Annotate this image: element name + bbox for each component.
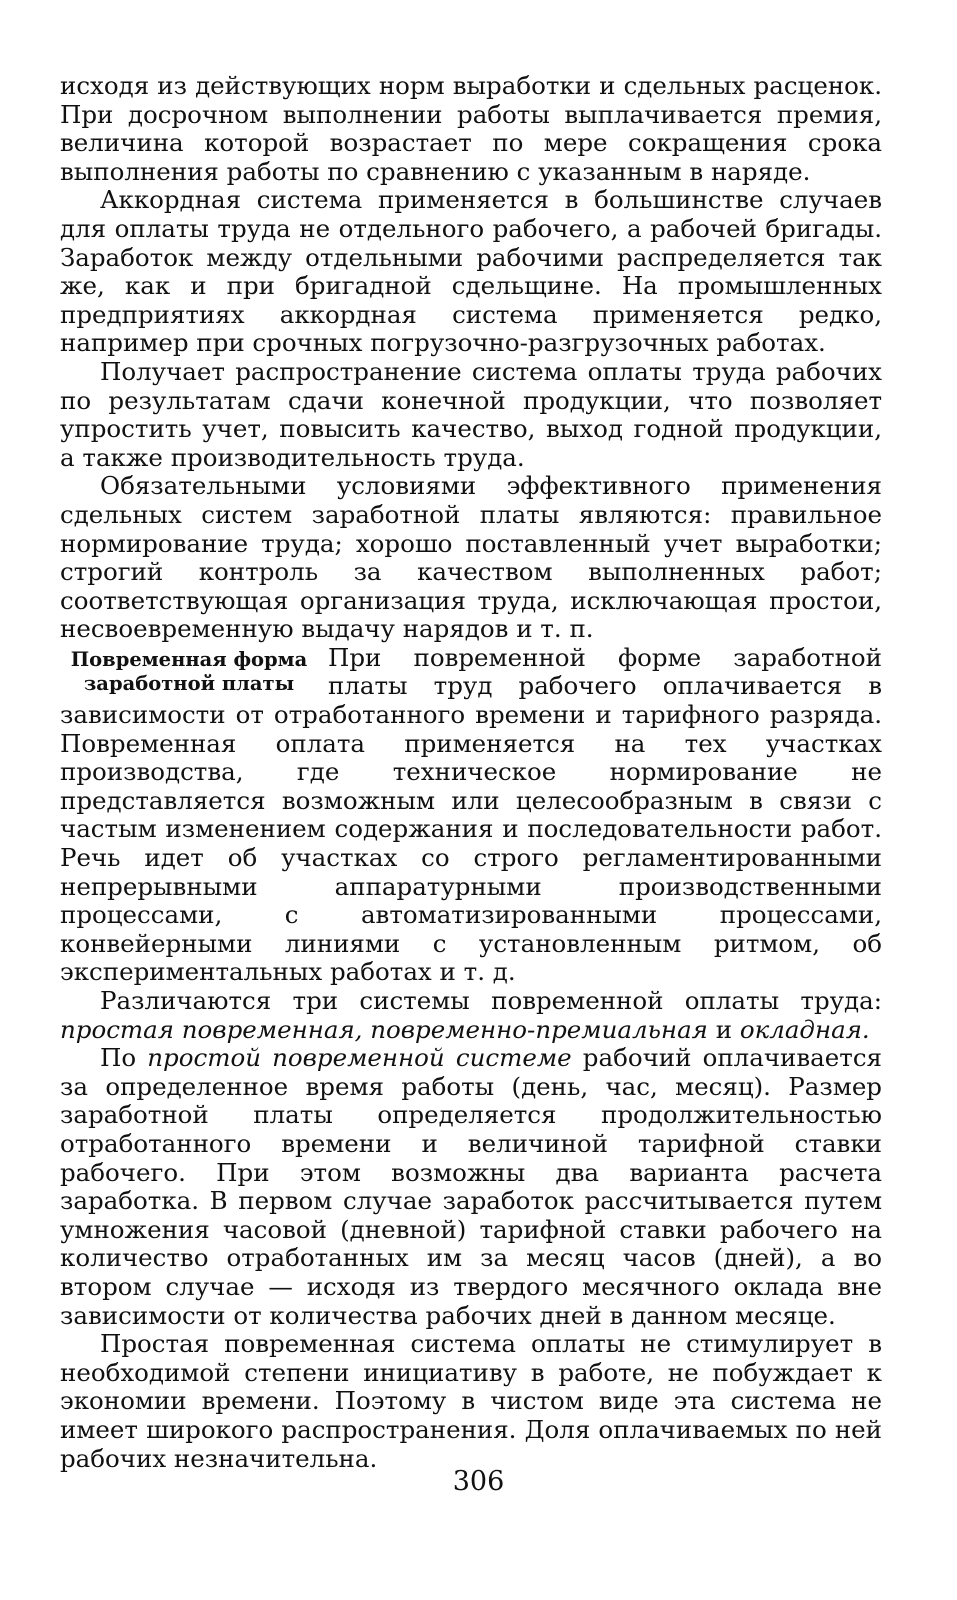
paragraph: При повременной форме заработной платы труд рабочего оплачивается в зависимости от отработанного времени и тарифного разряда. Повременная оплата применяется на тех участках производства, где техническое нормирование не представляется возможным или целесообразным в связи с частым изменением содержания и последовательности работ. Речь идет об участках со строго регламентированными непрерывными аппаратурными производственными процессами, с автоматизированными процессами, конвейерными линиями с установленным ритмом, об экспериментальных работах и т. д. xyxy=(60,643,882,987)
paragraph-text: и xyxy=(715,1014,733,1044)
paragraph-text: рабочий оплачивается за определенное время работы (день, час, месяц). Размер заработной платы определяется продолжительностью отработанного времени и величиной тарифной ставки рабочего. При этом возможны два варианта расчета заработка. В первом случае заработок рассчитывается путем умножения часовой (дневной) тарифной ставки рабочего на количество отработанных им за месяц часов (дней), а во втором случае — исходя из твердого месячного оклада вне зависимости от количества рабочих дней в данном месяце. xyxy=(60,1043,883,1330)
section-heading-line: заработной платы xyxy=(83,671,295,695)
section-heading xyxy=(60,648,318,696)
paragraph-text: По xyxy=(100,1043,137,1073)
paragraph: Обязательными условиями эффективного применения сдельных систем заработной платы являются: правильное нормирование труда; хорошо поставленный учет выработки; строгий контроль за качеством выполненных работ; соответствующая организация труда, исключающая простои, несвоевременную выдачу нарядов и т. п. xyxy=(60,471,882,644)
paragraph xyxy=(60,1044,882,1330)
section-heading-line: Повременная форма xyxy=(70,647,308,671)
emphasis-text: простой повременной системе xyxy=(147,1043,572,1073)
emphasis-text: простая повременная, повременно-премиальная xyxy=(60,1014,708,1044)
page-body xyxy=(60,72,882,1473)
paragraph xyxy=(60,987,882,1044)
paragraph-text: Различаются три системы повременной оплаты труда: xyxy=(100,986,882,1015)
paragraph: Аккордная система применяется в большинстве случаев для оплаты труда не отдельного рабочего, а рабочей бригады. Заработок между отдельными рабочими распределяется так же, как и при бригадной сдельщине. На промышленных предприятиях аккордная система применяется редко, например при срочных погрузочно-разгрузочных работах. xyxy=(60,185,882,358)
paragraph: Простая повременная система оплаты не стимулирует в необходимой степени инициативу в работе, не побуждает к экономии времени. Поэтому в чистом виде эта система не имеет широкого распространения. Доля оплачиваемых по ней рабочих незначительна. xyxy=(60,1329,882,1473)
emphasis-text: окладная. xyxy=(739,1014,870,1044)
section-time-based-pay xyxy=(60,644,882,987)
paragraph: исходя из действующих норм выработки и сдельных расценок. При досрочном выполнении работы выплачивается премия, величина которой возрастает по мере сокращения срока выполнения работы по сравнению с указанным в наряде. xyxy=(60,71,882,186)
paragraph: Получает распространение система оплаты труда рабочих по результатам сдачи конечной продукции, что позволяет упростить учет, повысить качество, выход годной продукции, а также производительность труда. xyxy=(60,356,882,472)
page-number: 306 xyxy=(452,1466,505,1497)
